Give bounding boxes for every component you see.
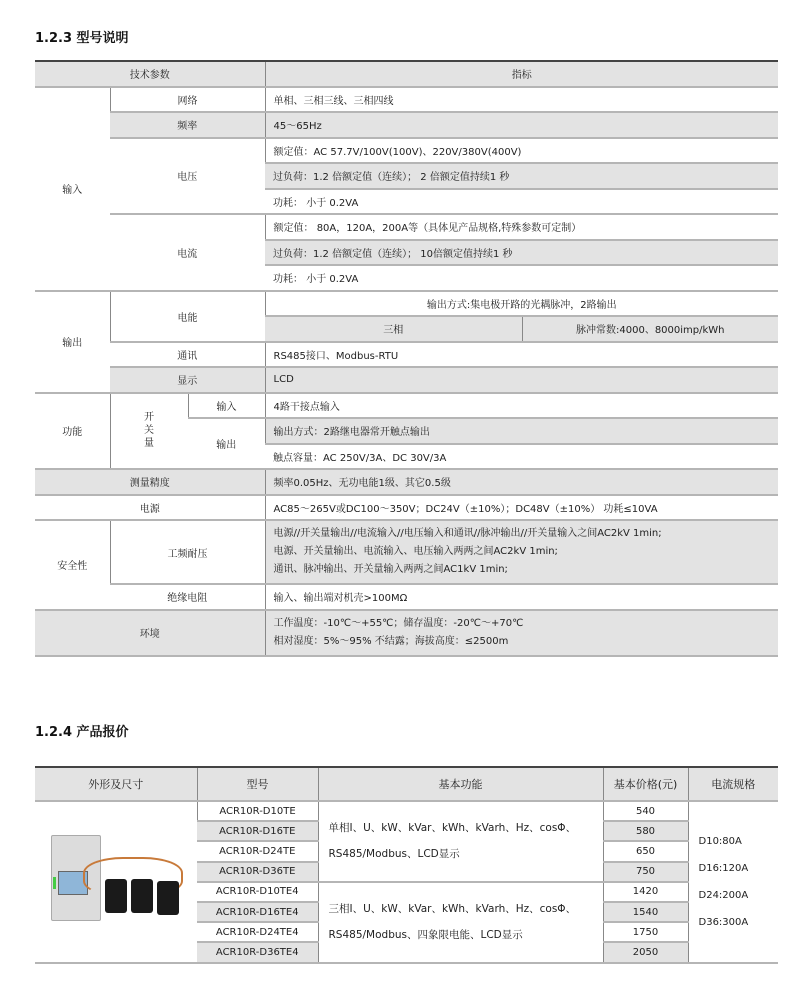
product-image — [43, 827, 193, 937]
value-voltage-power: 功耗： 小于 0.2VA — [265, 189, 778, 215]
section-title-price: 1.2.4 产品报价 — [35, 725, 129, 740]
value-energy: 输出方式:集电极开路的光耦脉冲，2路输出 — [265, 291, 778, 317]
model-cell: ACR10R-D10TE4 — [197, 882, 318, 902]
model-cell: ACR10R-D24TE — [197, 841, 318, 861]
header-current-spec: 电流规格 — [688, 767, 778, 801]
price-cell: 650 — [603, 841, 688, 861]
appearance-cell — [35, 801, 197, 963]
label-current: 电流 — [110, 214, 265, 291]
label-switch: 开 关 量 — [110, 393, 188, 470]
group-output: 输出 — [35, 291, 110, 393]
value-environment — [265, 610, 778, 656]
function-cell — [318, 882, 603, 963]
header-param: 技术参数 — [35, 61, 265, 87]
model-cell: ACR10R-D36TE4 — [197, 942, 318, 962]
value-current-power: 功耗： 小于 0.2VA — [265, 265, 778, 291]
environment-line: 工作温度：-10℃～+55℃；储存温度：-20℃～+70℃ — [273, 617, 524, 629]
function-line: RS485/Modbus、LCD显示 — [328, 848, 460, 861]
model-cell: ACR10R-D24TE4 — [197, 922, 318, 942]
label-insulation: 绝缘电阻 — [110, 584, 265, 610]
value-insulation: 输入、输出端对机壳>100MΩ — [265, 584, 778, 610]
price-table — [35, 766, 778, 964]
price-cell: 580 — [603, 821, 688, 841]
value-display: LCD — [265, 367, 778, 393]
label-comm: 通讯 — [110, 342, 265, 368]
current-spec: D16:120A — [698, 862, 749, 874]
function-cell — [318, 801, 603, 882]
value-accuracy: 频率0.05Hz、无功电能1级、其它0.5级 — [265, 469, 778, 495]
label-accuracy: 测量精度 — [35, 469, 265, 495]
label-frequency: 频率 — [110, 112, 265, 138]
function-line: 三相I、U、kW、kVar、kWh、kVarh、Hz、cosΦ、 — [328, 903, 577, 916]
value-withstand — [265, 520, 778, 584]
value-current-rated: 额定值： 80A，120A，200A等（具体见产品规格,特殊参数可定制） — [265, 214, 778, 240]
value-voltage-rated: 额定值：AC 57.7V/100V(100V)、220V/380V(400V) — [265, 138, 778, 164]
price-cell: 2050 — [603, 942, 688, 962]
value-comm: RS485接口、Modbus-RTU — [265, 342, 778, 368]
header-index: 指标 — [265, 61, 778, 87]
withstand-line: 通讯、脉冲输出、开关量输入两两之间AC1kV 1min; — [273, 564, 508, 575]
function-line: RS485/Modbus、四象限电能、LCD显示 — [328, 929, 523, 942]
value-switch-output-capacity: 触点容量：AC 250V/3A、DC 30V/3A — [265, 444, 778, 470]
value-voltage-overload: 过负荷：1.2 倍额定值（连续）； 2 倍额定值持续1 秒 — [265, 163, 778, 189]
value-switch-output-mode: 输出方式：2路继电器常开触点输出 — [265, 418, 778, 444]
function-line: 单相I、U、kW、kVar、kWh、kVarh、Hz、cosΦ、 — [328, 822, 577, 835]
header-appearance: 外形及尺寸 — [35, 767, 197, 801]
price-cell: 750 — [603, 862, 688, 882]
price-cell: 1420 — [603, 882, 688, 902]
model-cell: ACR10R-D36TE — [197, 862, 318, 882]
header-price: 基本价格(元) — [603, 767, 688, 801]
model-cell: ACR10R-D16TE — [197, 821, 318, 841]
model-cell: ACR10R-D10TE — [197, 801, 318, 821]
value-pulse: 脉冲常数:4000、8000imp/kWh — [522, 316, 778, 342]
environment-line: 相对湿度：5%～95% 不结露；海拔高度：≤2500m — [273, 635, 509, 647]
value-network: 单相、三相三线、三相四线 — [265, 87, 778, 113]
group-safety: 安全性 — [35, 520, 110, 610]
withstand-line: 电源//开关量输出//电流输入//电压输入和通讯//脉冲输出//开关量输入之间AC2kV 1min; — [273, 528, 662, 539]
current-spec-cell — [688, 801, 778, 963]
value-phase: 三相 — [265, 316, 522, 342]
section-title-model: 1.2.3 型号说明 — [35, 31, 129, 46]
price-cell: 540 — [603, 801, 688, 821]
label-withstand: 工频耐压 — [110, 520, 265, 584]
label-switch-output: 输出 — [188, 418, 265, 469]
value-frequency: 45～65Hz — [265, 112, 778, 138]
current-spec: D36:300A — [698, 916, 749, 928]
price-cell: 1540 — [603, 902, 688, 922]
label-environment: 环境 — [35, 610, 265, 656]
value-switch-input: 4路干接点输入 — [265, 393, 778, 419]
withstand-line: 电源、开关量输出、电流输入、电压输入两两之间AC2kV 1min; — [273, 546, 558, 557]
current-spec: D10:80A — [698, 835, 742, 847]
header-model: 型号 — [197, 767, 318, 801]
header-function: 基本功能 — [318, 767, 603, 801]
model-spec-table — [35, 60, 778, 657]
table-row — [35, 801, 778, 821]
model-cell: ACR10R-D16TE4 — [197, 902, 318, 922]
value-power: AC85～265V或DC100～350V；DC24V（±10%）；DC48V（±10%） 功耗≤10VA — [265, 495, 778, 521]
price-cell: 1750 — [603, 922, 688, 942]
group-input: 输入 — [35, 87, 110, 291]
label-display: 显示 — [110, 367, 265, 393]
label-energy: 电能 — [110, 291, 265, 342]
current-spec: D24:200A — [698, 889, 749, 901]
label-voltage: 电压 — [110, 138, 265, 215]
label-power: 电源 — [35, 495, 265, 521]
group-function: 功能 — [35, 393, 110, 470]
label-network: 网络 — [110, 87, 265, 113]
value-current-overload: 过负荷：1.2 倍额定值（连续）； 10倍额定值持续1 秒 — [265, 240, 778, 266]
label-switch-input: 输入 — [188, 393, 265, 419]
